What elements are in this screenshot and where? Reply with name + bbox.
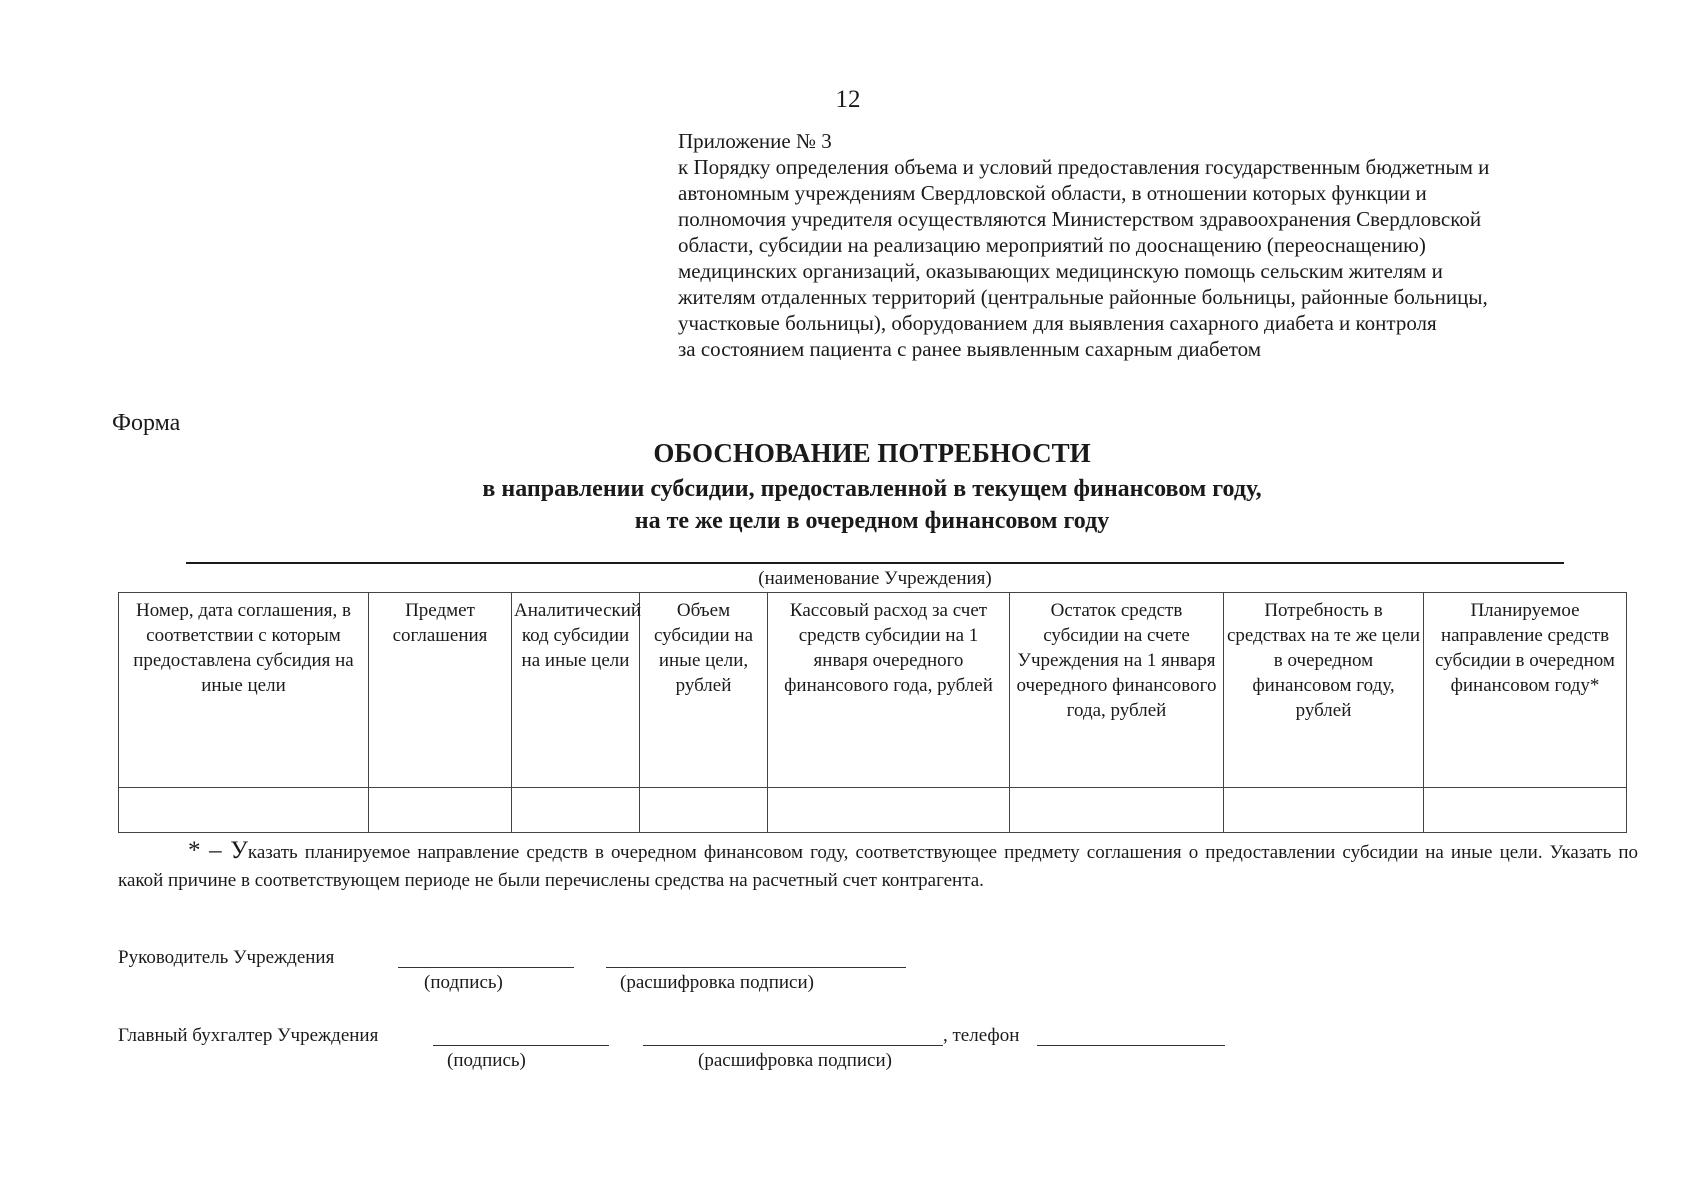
table-header-row: [119, 593, 1627, 788]
form-label: Форма: [112, 410, 181, 436]
needs-table: [118, 592, 1627, 833]
decoding-caption: (расшифровка подписи): [698, 1050, 892, 1071]
table-cell[interactable]: [119, 788, 369, 833]
appendix-line: области, субсидии на реализацию мероприятий по дооснащению (переоснащению): [678, 233, 1426, 257]
decoding-caption: (расшифровка подписи): [620, 972, 814, 993]
appendix-line: автономным учреждениям Свердловской области, в отношении которых функции и: [678, 181, 1427, 205]
footnote-text: казать планируемое направление средств в очередном финансовом году, соответствующее предмету соглашения о предоставлении субсидии на иные цели. Указать по какой причине в соответствующем периоде не были перечислены средства на расчетный счет контрагента.: [118, 842, 1639, 891]
column-header: Номер, дата соглашения, в соответствии с которым предоставлена субсидия на иные цели: [119, 593, 369, 788]
appendix-line: участковые больницы), оборудованием для выявления сахарного диабета и контроля: [678, 311, 1437, 335]
column-header: Предмет соглашения: [369, 593, 512, 788]
signature-caption: (подпись): [424, 972, 503, 993]
document-title: ОБОСНОВАНИЕ ПОТРЕБНОСТИ: [653, 438, 1091, 468]
table-cell[interactable]: [640, 788, 768, 833]
accountant-decoding-field[interactable]: [643, 1045, 943, 1046]
table-cell[interactable]: [512, 788, 640, 833]
phone-field[interactable]: [1037, 1045, 1225, 1046]
appendix-line: полномочия учредителя осуществляются Министерством здравоохранения Свердловской: [678, 207, 1482, 231]
table-row: [119, 788, 1627, 833]
table-cell[interactable]: [1010, 788, 1224, 833]
page-number: 12: [835, 86, 861, 113]
head-decoding-field[interactable]: [606, 967, 906, 968]
column-header: Остаток средств субсидии на счете Учреждения на 1 января очередного финансового года, рублей: [1010, 593, 1224, 788]
chief-accountant-label: Главный бухгалтер Учреждения: [118, 1025, 379, 1046]
table-cell[interactable]: [1224, 788, 1424, 833]
table-cell[interactable]: [1424, 788, 1627, 833]
column-header: Кассовый расход за счет средств субсидии на 1 января очередного финансового года, рублей: [768, 593, 1010, 788]
appendix-title: Приложение № 3: [678, 129, 832, 153]
signature-caption: (подпись): [447, 1050, 526, 1071]
appendix-line: к Порядку определения объема и условий предоставления государственным бюджетным и: [678, 155, 1490, 179]
column-header: Планируемое направление средств субсидии в очередном финансовом году*: [1424, 593, 1627, 788]
document-subtitle: в направлении субсидии, предоставленной в текущем финансовом году,: [482, 476, 1262, 502]
institution-name-field[interactable]: [186, 562, 1564, 564]
head-label: Руководитель Учреждения: [118, 947, 335, 968]
footnote: [118, 837, 1638, 895]
appendix-block: [678, 128, 1638, 362]
phone-label: , телефон: [943, 1025, 1020, 1046]
column-header: Объем субсидии на иные цели, рублей: [640, 593, 768, 788]
column-header: Аналитический код субсидии на иные цели: [512, 593, 640, 788]
appendix-line: за состоянием пациента с ранее выявленным сахарным диабетом: [678, 337, 1261, 361]
appendix-line: жителям отдаленных территорий (центральные районные больницы, районные больницы,: [678, 285, 1488, 309]
table-cell[interactable]: [768, 788, 1010, 833]
accountant-signature-field[interactable]: [433, 1045, 609, 1046]
appendix-line: медицинских организаций, оказывающих медицинскую помощь сельским жителям и: [678, 259, 1443, 283]
footnote-marker: * – У: [188, 837, 248, 864]
document-subtitle-2: на те же цели в очередном финансовом году: [634, 508, 1110, 534]
institution-name-caption: (наименование Учреждения): [758, 568, 992, 589]
table-cell[interactable]: [369, 788, 512, 833]
head-signature-field[interactable]: [398, 967, 574, 968]
column-header: Потребность в средствах на те же цели в очередном финансовом году, рублей: [1224, 593, 1424, 788]
